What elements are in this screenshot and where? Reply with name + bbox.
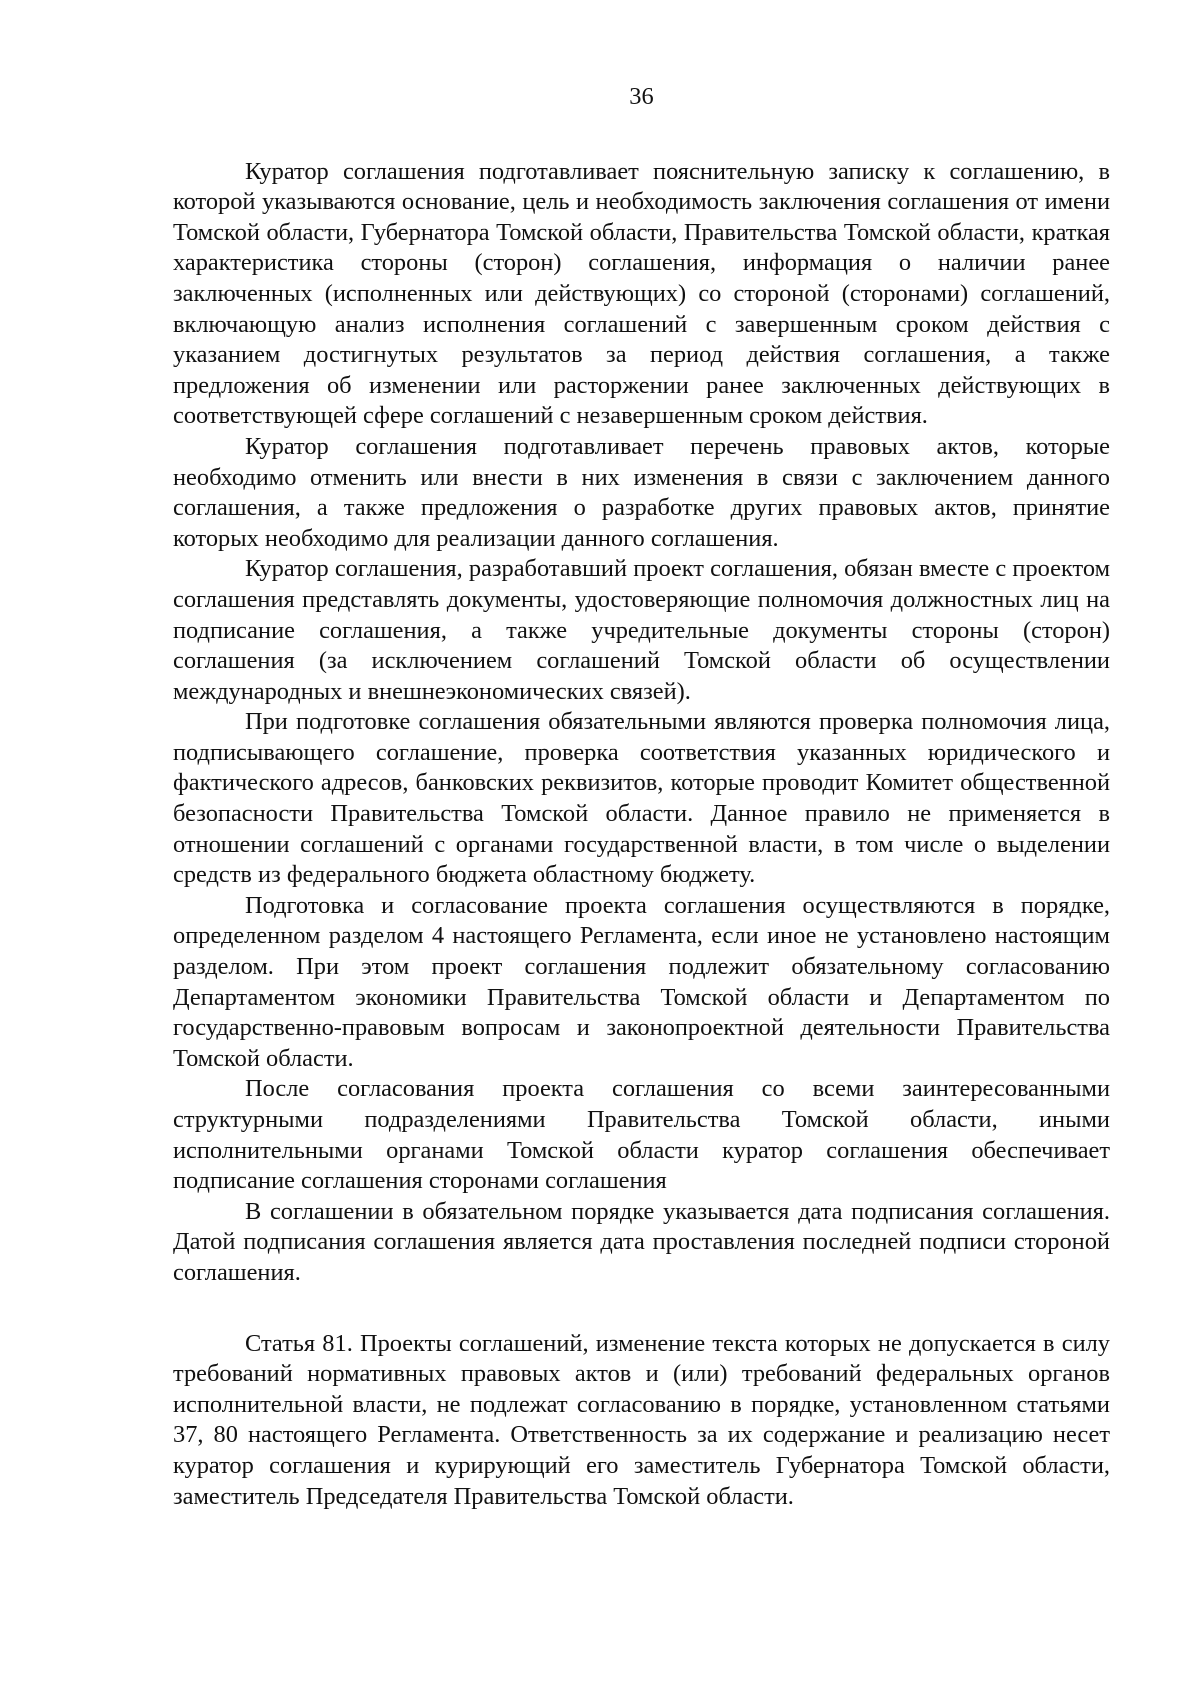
paragraph-legal-acts-list: Куратор соглашения подготавливает перечень правовых актов, которые необходимо отменить или внести в них изменения в связи с заключением данного соглашения, а также предложения о разработке других правовых актов, принятие которых необходимо для реализации данного соглашения. [173,432,1110,552]
page-number: 36 [629,83,654,110]
paragraph-authority-documents: Куратор соглашения, разработавший проект соглашения, обязан вместе с проектом соглашения представлять документы, удостоверяющие полномочия должностных лиц на подписание соглашения, а также учредительные документы стороны (сторон) соглашения (за исключением соглашений Томской области об осуществлении международных и внешнеэкономических связей). [173,555,1110,705]
paragraph-signing: После согласования проекта соглашения со всеми заинтересованными структурными подразделениями Правительства Томской области, иными исполнительными органами Томской области куратор соглашения обеспечивает подписание соглашения сторонами соглашения [173,1075,1110,1195]
paragraph-approval-procedure: Подготовка и согласование проекта соглашения осуществляются в порядке, определенном разделом 4 настоящего Регламента, если иное не установлено настоящим разделом. При этом проект соглашения подлежит обязательному согласованию Департаментом экономики Правительства Томской области и Департаментом по государственно-правовым вопросам и законопроектной деятельности Правительства Томской области. [173,891,1110,1072]
paragraph-explanatory-note: Куратор соглашения подготавливает пояснительную записку к соглашению, в которой указываются основание, цель и необходимость заключения соглашения от имени Томской области, Губернатора Томской области, Правительства Томской области, краткая характеристика стороны (сторон) соглашения, информация о наличии ранее заключенных (исполненных или действующих) со стороной (сторонами) соглашений, включающую анализ исполнения соглашений с завершенным сроком действия с указанием достигнутых результатов за период действия соглашения, а также предложения об изменении или расторжении ранее заключенных действующих в соответствующей сфере соглашений с незавершенным сроком действия. [173,157,1110,430]
article-81: Статья 81. Проекты соглашений, изменение текста которых не допускается в силу требований нормативных правовых актов и (или) требований федеральных органов исполнительной власти, не подлежат согласованию в порядке, установленном статьями 37, 80 настоящего Регламента. Ответственность за их содержание и реализацию несет куратор соглашения и курирующий его заместитель Губернатора Томской области, заместитель Председателя Правительства Томской области. [173,1329,1110,1510]
section-gap [173,1289,1110,1329]
paragraph-signing-date: В соглашении в обязательном порядке указывается дата подписания соглашения. Датой подписания соглашения является дата проставления последней подписи стороной соглашения. [173,1197,1110,1286]
paragraph-verification: При подготовке соглашения обязательными являются проверка полномочия лица, подписывающего соглашение, проверка соответствия указанных юридического и фактического адресов, банковских реквизитов, которые проводит Комитет общественной безопасности Правительства Томской области. Данное правило не применяется в отношении соглашений с органами государственной власти, в том числе о выделении средств из федерального бюджета областному бюджету. [173,708,1110,889]
